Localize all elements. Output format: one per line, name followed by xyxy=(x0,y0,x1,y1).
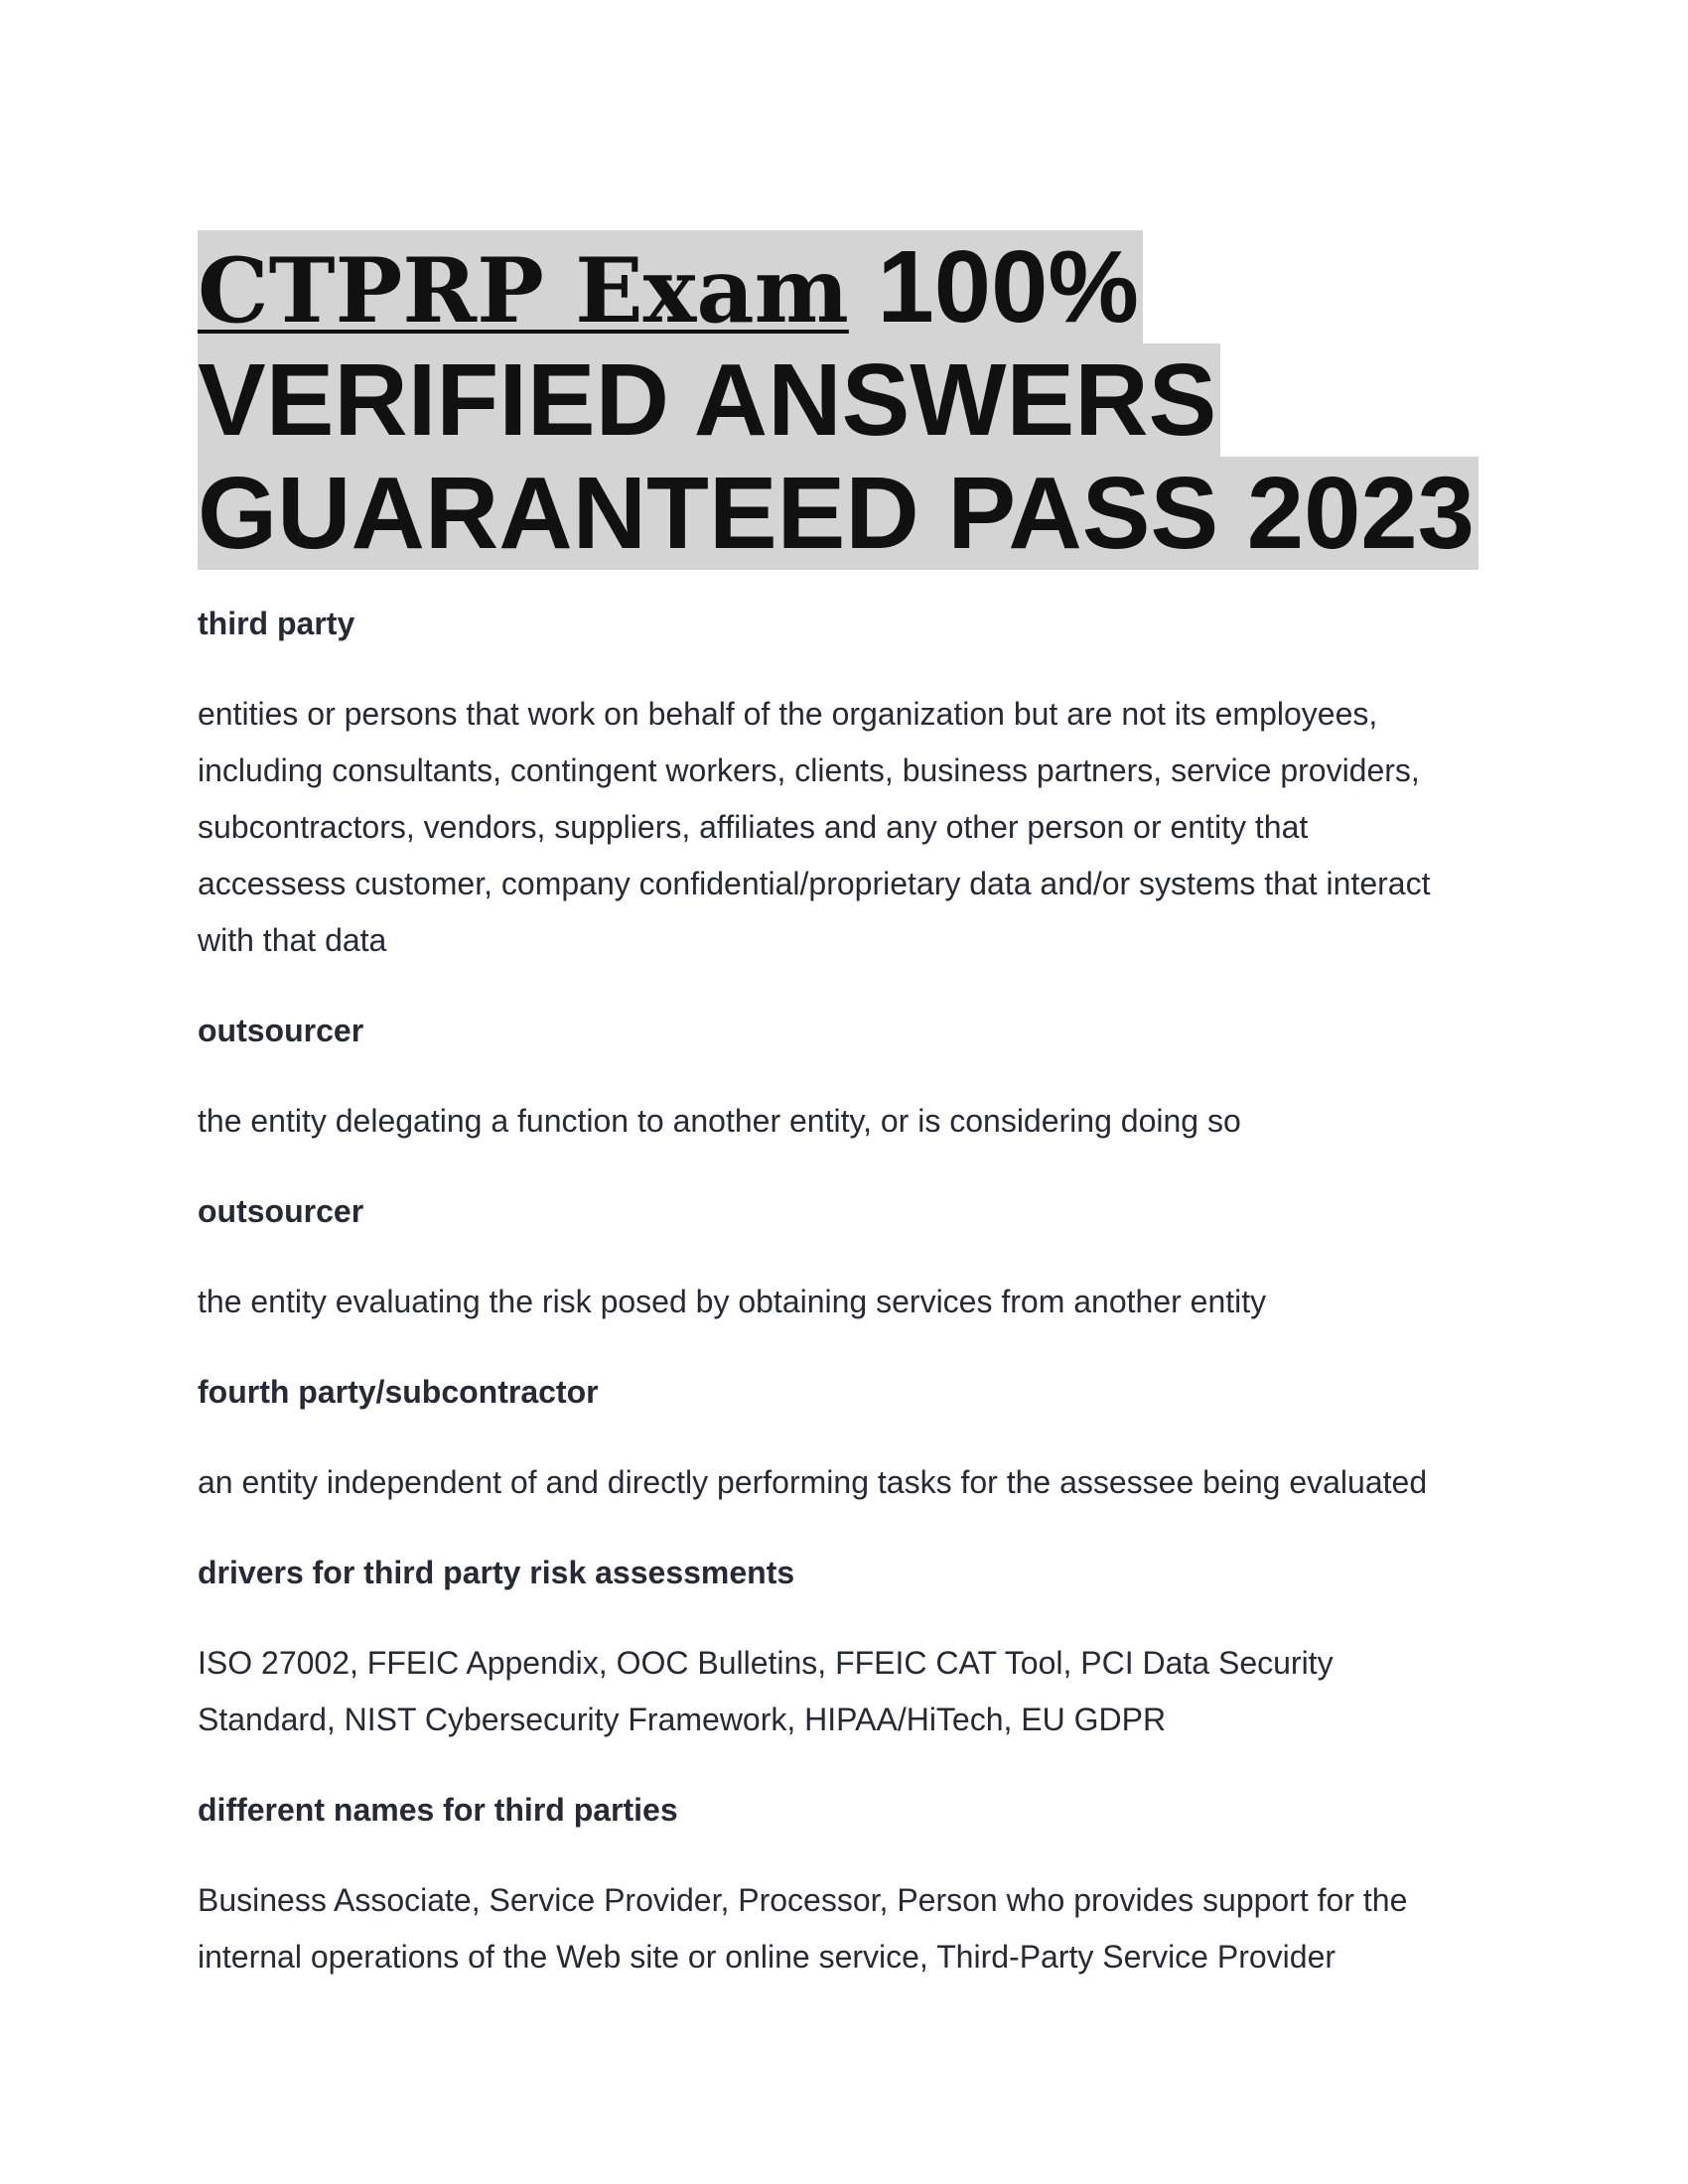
term-heading: drivers for third party risk assessments xyxy=(198,1555,795,1590)
definition-line: internal operations of the Web site or online service, Third-Party Service Provider xyxy=(198,1939,1336,1975)
title-verified-answers: VERIFIED ANSWERS xyxy=(198,342,1217,457)
document-title xyxy=(198,230,1488,570)
term-heading: fourth party/subcontractor xyxy=(198,1374,599,1410)
title-percent: 100% xyxy=(848,229,1139,343)
term-heading: outsourcer xyxy=(198,1013,364,1048)
definition-line: the entity evaluating the risk posed by obtaining services from another entity xyxy=(198,1284,1267,1319)
definition-line: an entity independent of and directly performing tasks for the assessee being evaluated xyxy=(198,1464,1428,1500)
definition-line: subcontractors, vendors, suppliers, affiliates and any other person or entity that xyxy=(198,809,1309,845)
term-definition xyxy=(198,1274,1508,1330)
term-heading: outsourcer xyxy=(198,1193,364,1229)
title-line-2 xyxy=(198,343,1488,457)
definition-line: including consultants, contingent workers, clients, business partners, service providers, xyxy=(198,752,1420,788)
term-heading: different names for third parties xyxy=(198,1792,678,1828)
glossary-content xyxy=(198,596,1508,2019)
title-line-3 xyxy=(198,457,1488,570)
title-highlight-1 xyxy=(198,230,1143,343)
definition-line: with that data xyxy=(198,922,387,958)
term-definition xyxy=(198,1872,1508,1985)
term-heading: third party xyxy=(198,606,355,641)
definition-line: ISO 27002, FFEIC Appendix, OOC Bulletins, FFEIC CAT Tool, PCI Data Security xyxy=(198,1645,1334,1681)
definition-line: Standard, NIST Cybersecurity Framework, HIPAA/HiTech, EU GDPR xyxy=(198,1702,1167,1737)
term-definition xyxy=(198,686,1508,969)
title-highlight-3 xyxy=(198,457,1478,570)
term-definition xyxy=(198,1635,1508,1748)
definition-line: entities or persons that work on behalf of the organization but are not its employees, xyxy=(198,696,1378,732)
definition-line: Business Associate, Service Provider, Processor, Person who provides support for the xyxy=(198,1882,1408,1918)
title-guaranteed-pass: GUARANTEED PASS 2023 xyxy=(198,456,1475,570)
title-highlight-2 xyxy=(198,343,1220,457)
title-line-1 xyxy=(198,230,1488,343)
definition-line: the entity delegating a function to another entity, or is considering doing so xyxy=(198,1103,1241,1139)
definition-line: accessess customer, company confidential/proprietary data and/or systems that interact xyxy=(198,866,1431,901)
term-definition xyxy=(198,1093,1508,1150)
term-definition xyxy=(198,1454,1508,1511)
title-exam-name: CTPRP Exam xyxy=(198,238,849,343)
